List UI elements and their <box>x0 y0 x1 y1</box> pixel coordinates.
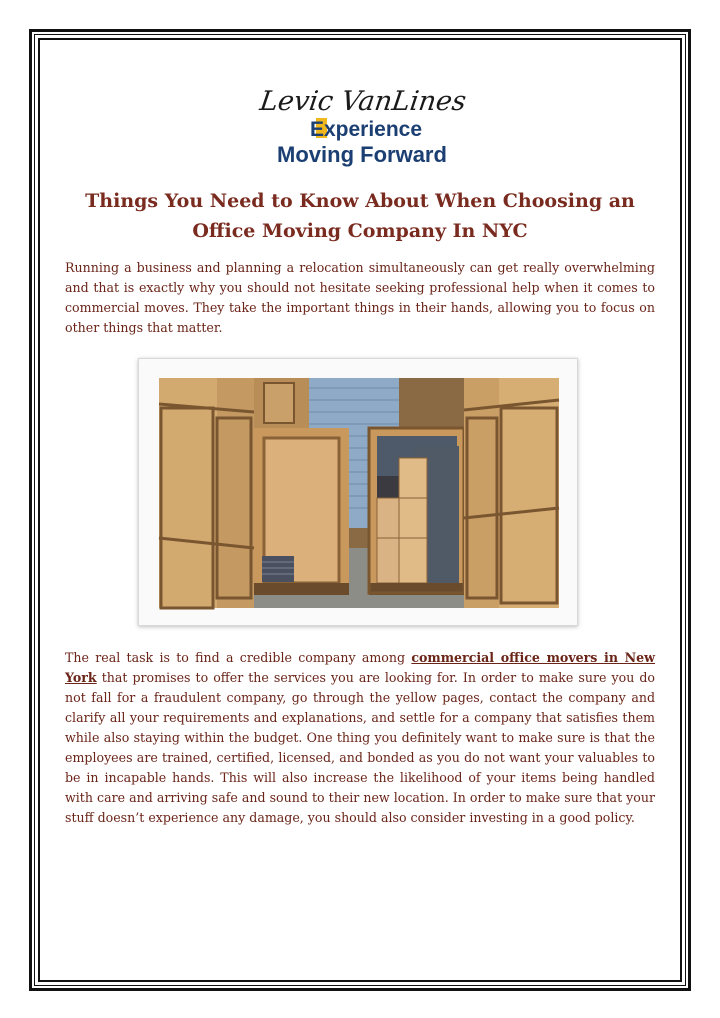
paragraph-text-before-link: The real task is to find a credible company among <box>65 650 412 665</box>
page-title: Things You Need to Know About When Choosing an Office Moving Company In NYC <box>85 190 635 242</box>
storage-vaults-photo <box>159 378 559 608</box>
photo-frame <box>138 358 578 626</box>
logo-script-text: Levic VanLines <box>257 86 469 117</box>
main-paragraph <box>65 648 655 828</box>
intro-paragraph: Running a business and planning a relocation simultaneously can get really overwhelming and that is exactly why you should not hesitate seeking professional help when it comes to commercial moves. They take the important things in their hands, allowing you to focus on other things that matter. <box>65 260 655 335</box>
logo-line2: Moving Forward <box>277 142 447 167</box>
logo-line1: Experience <box>309 118 423 141</box>
company-logo <box>257 80 469 168</box>
paragraph-text-after-link: that promises to offer the services you are looking for. In order to make sure you do not fall for a fraudulent company, go through the yellow pages, contact the company and clarify all your requirements and explanations, and settle for a company that satisfies them while also staying within the budget. One thing you definitely want to make sure is that the employees are trained, certified, licensed, and bonded as you do not want your valuables to be in incapable hands. This will also increase the likelihood of your items being handled with care and arriving safe and sound to their new location. In order to make sure that your stuff doesn’t experience any damage, you should also consider investing in a good policy. <box>65 670 655 825</box>
commercial-movers-link[interactable]: commercial office movers in New York <box>65 650 655 685</box>
